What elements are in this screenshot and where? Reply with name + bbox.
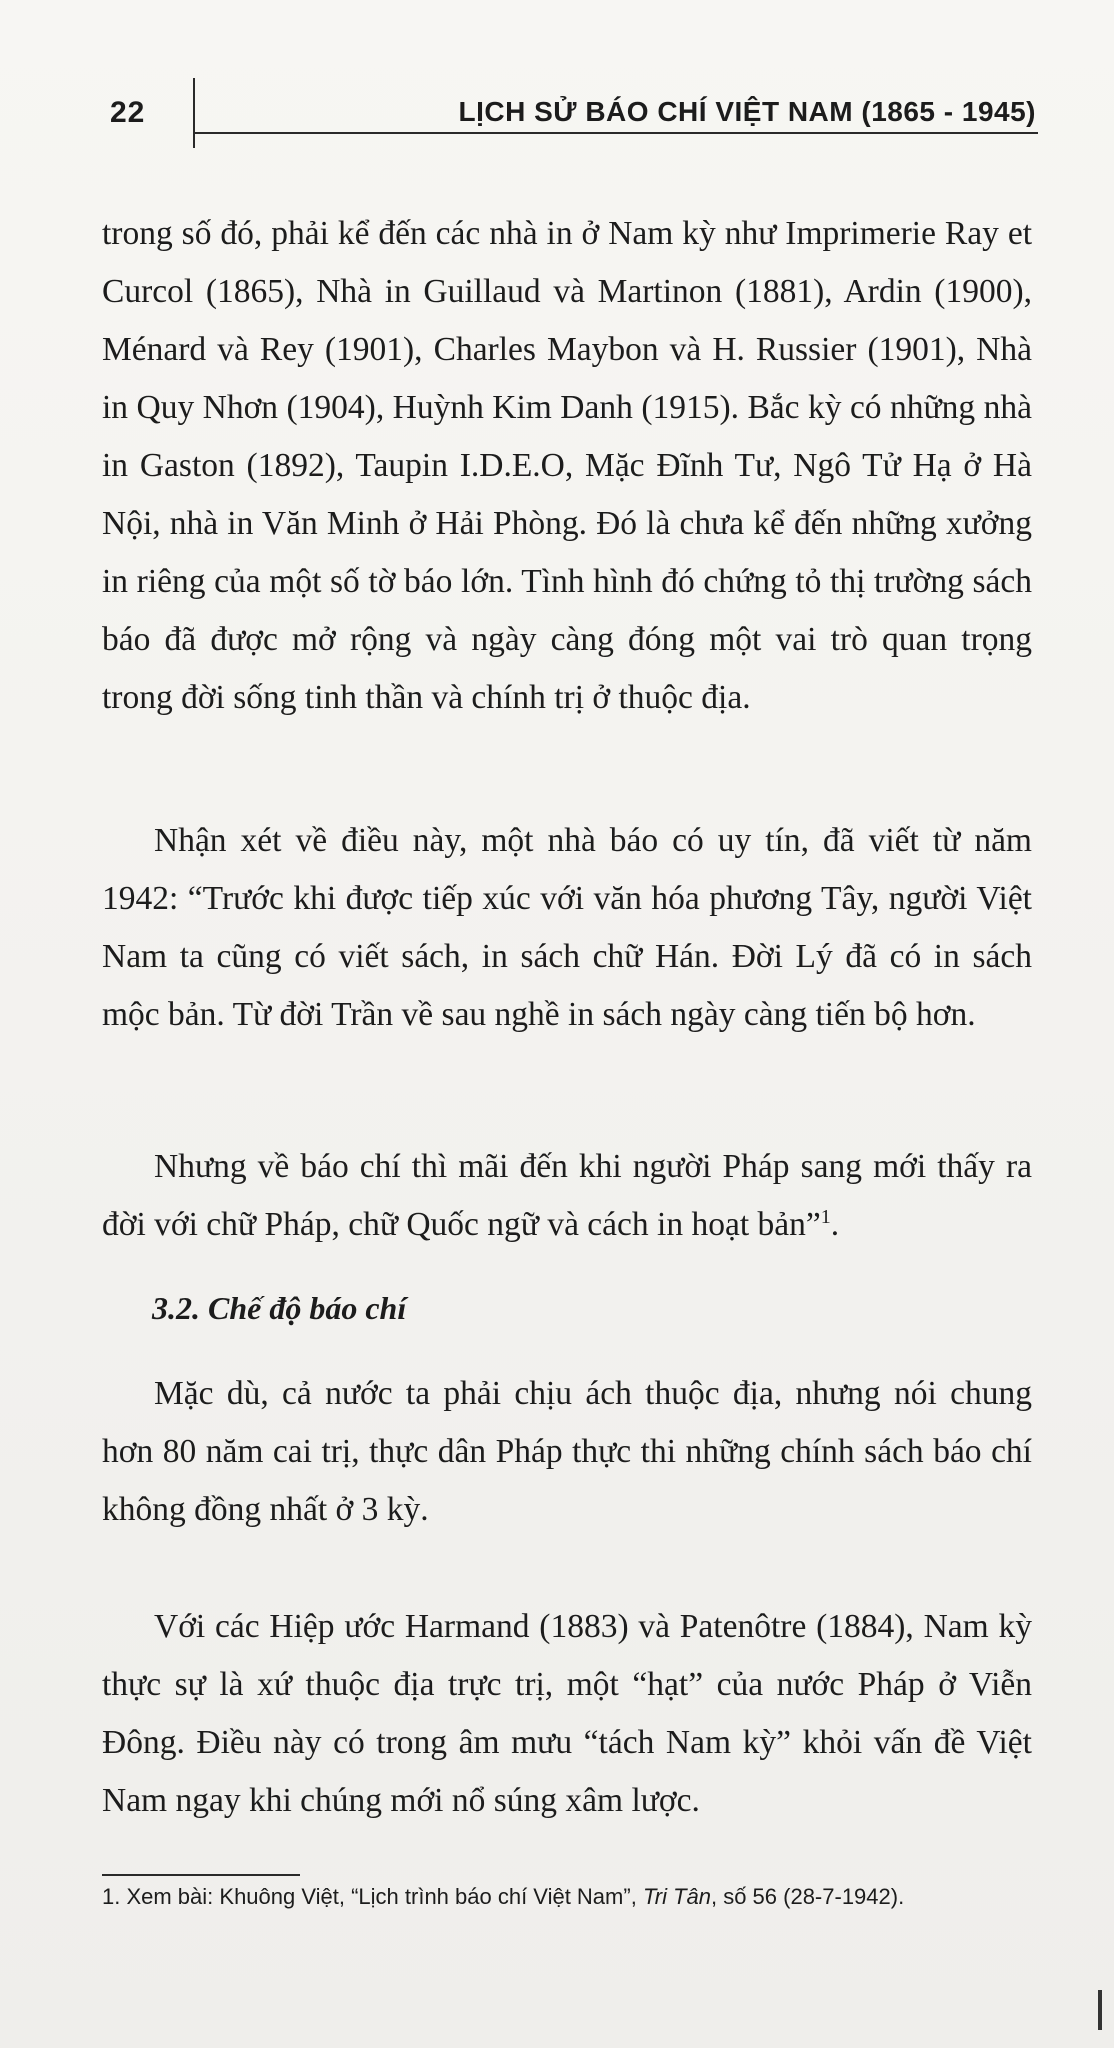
header-rule xyxy=(193,132,1038,134)
paragraph-5: Với các Hiệp ước Harmand (1883) và Patenôtre (1884), Nam kỳ thực sự là xứ thuộc địa trực trị, một “hạt” của nước Pháp ở Viễn Đông. Điều này có trong âm mưu “tách Nam kỳ” khỏi vấn đề Việt Nam ngay khi chúng mới nổ súng xâm lược. xyxy=(102,1608,1032,1819)
page-edge-mark xyxy=(1098,1990,1102,2030)
page-number: 22 xyxy=(110,96,146,129)
paragraph-3 xyxy=(102,1138,1032,1254)
footnote xyxy=(102,1880,1042,1914)
footnote-source: Tri Tân xyxy=(642,1884,711,1909)
section-heading: 3.2. Chế độ báo chí xyxy=(152,1290,407,1326)
paragraph-1: trong số đó, phải kể đến các nhà in ở Nam kỳ như Imprimerie Ray et Curcol (1865), Nhà in Guillaud và Martinon (1881), Ardin (1900), Ménard và Rey (1901), Charles Maybon và H. Russier (1901), Nhà in Quy Nhơn (1904), Huỳnh Kim Danh (1915). Bắc kỳ có những nhà in Gaston (1892), Taupin I.D.E.O, Mặc Đĩnh Tư, Ngô Tử Hạ ở Hà Nội, nhà in Văn Minh ở Hải Phòng. Đó là chưa kể đến những xưởng in riêng của một số tờ báo lớn. Tình hình đó chứng tỏ thị trường sách báo đã được mở rộng và ngày càng đóng một vai trò quan trọng trong đời sống tinh thần và chính trị ở thuộc địa. xyxy=(102,215,1032,716)
footnote-ref: 1 xyxy=(820,1205,831,1228)
footnote-prefix: 1. Xem bài: Khuông Việt, “Lịch trình báo chí Việt Nam”, xyxy=(102,1884,643,1909)
footnote-suffix: , số 56 (28-7-1942). xyxy=(710,1884,905,1909)
paragraph-3-text: Nhưng về báo chí thì mãi đến khi người Pháp sang mới thấy ra đời với chữ Pháp, chữ Quốc ngữ và cách in hoạt bản” xyxy=(102,1148,1032,1243)
paragraph-2: Nhận xét về điều này, một nhà báo có uy tín, đã viết từ năm 1942: “Trước khi được tiếp xúc với văn hóa phương Tây, người Việt Nam ta cũng có viết sách, in sách chữ Hán. Đời Lý đã có in sách mộc bản. Từ đời Trần về sau nghề in sách ngày càng tiến bộ hơn. xyxy=(102,822,1032,1033)
paragraph-3-end: . xyxy=(830,1206,840,1243)
running-head: LỊCH SỬ BÁO CHÍ VIỆT NAM (1865 - 1945) xyxy=(458,96,1036,127)
footnote-rule xyxy=(102,1874,300,1876)
paragraph-4: Mặc dù, cả nước ta phải chịu ách thuộc địa, nhưng nói chung hơn 80 năm cai trị, thực dân Pháp thực thi những chính sách báo chí không đồng nhất ở 3 kỳ. xyxy=(102,1375,1032,1528)
header-divider xyxy=(193,78,195,148)
